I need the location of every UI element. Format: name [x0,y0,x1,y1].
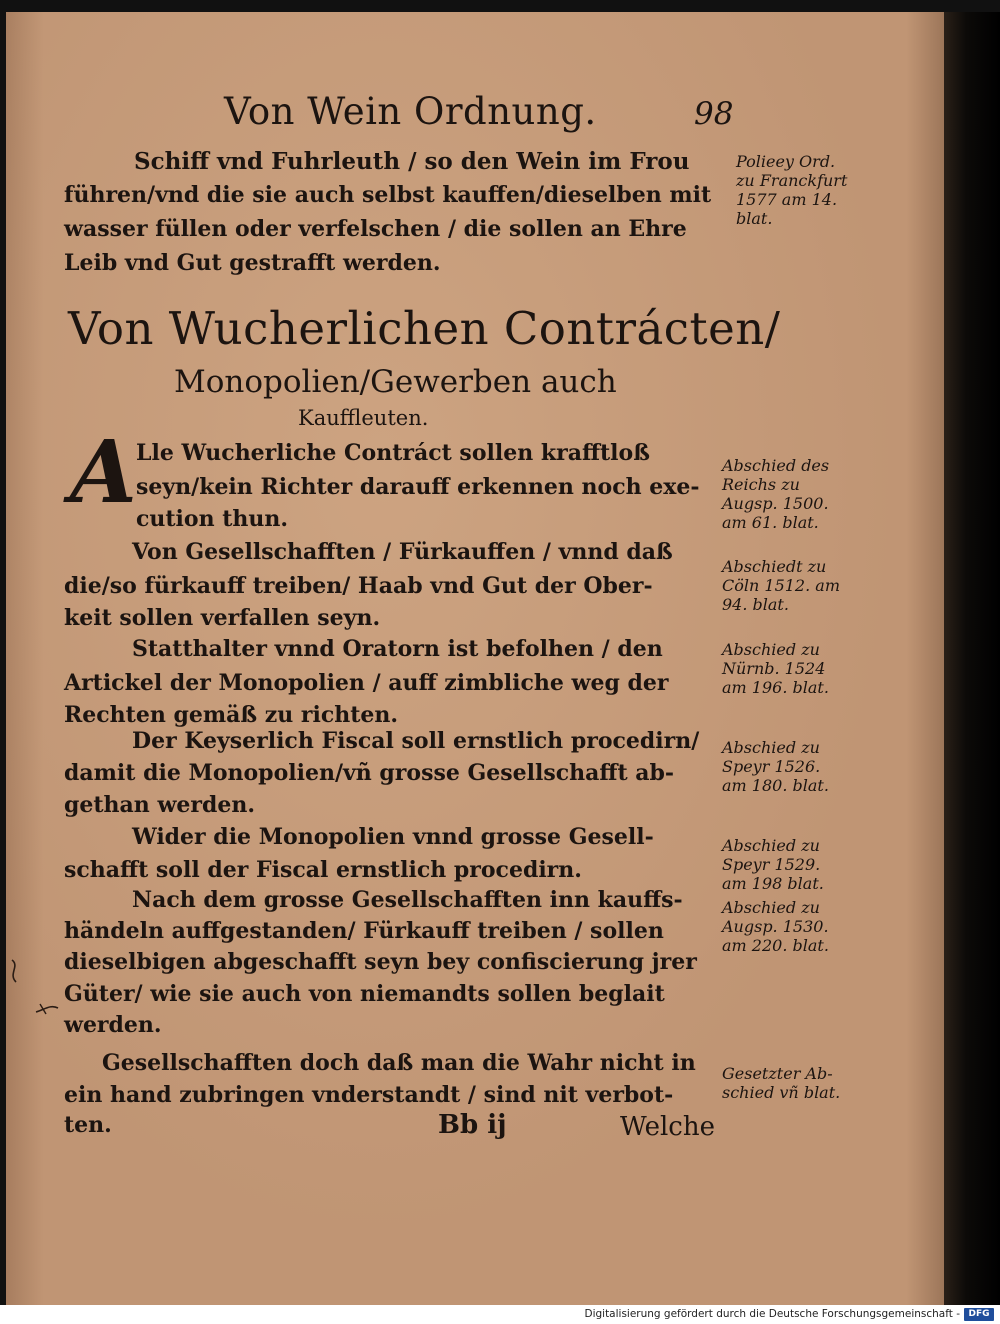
pen-mark [6,952,66,1032]
text-line: schafft soll der Fiscal ernstlich procedirn. [64,857,582,883]
catchword: Welche [620,1112,715,1142]
margin-note: Abschied zu Speyr 1526. am 180. blat. [722,738,829,795]
text-line: Rechten gemäß zu richten. [64,702,399,728]
text-line: damit die Monopolien/vñ grosse Gesellschafft ab- [64,760,675,786]
text-line: Güter/ wie sie auch von niemandts sollen beglait [64,981,665,1007]
text-line: Von Gesellschafften / Fürkauffen / vnnd daß [132,539,673,565]
margin-note: Abschiedt zu Cöln 1512. am 94. blat. [722,557,840,614]
text-line: Statthalter vnnd Oratorn ist befolhen / den [132,636,663,662]
text-line: cution thun. [136,506,289,532]
text-line: Wider die Monopolien vnnd grosse Gesell- [132,824,654,850]
footer-bar [0,1305,1000,1324]
text-line: werden. [64,1012,162,1038]
text-line: wasser füllen oder verfelschen / die sollen an Ehre [64,216,687,242]
text-line: seyn/kein Richter darauff erkennen noch exe- [136,474,700,500]
margin-note: Polieey Ord. zu Franckfurt 1577 am 14. blat. [736,152,848,228]
text-line: ein hand zubringen vnderstandt / sind nit verbot- [64,1082,674,1108]
signature-mark: Bb ij [438,1110,507,1140]
margin-note: Abschied zu Speyr 1529. am 198 blat. [722,836,824,893]
page-number: 98 [694,96,734,132]
margin-note: Abschied zu Augsp. 1530. am 220. blat. [722,898,829,955]
drop-cap: A [70,422,137,523]
text-line: Lle Wucherliche Contráct sollen krafftloß [136,440,650,466]
running-header-title: Von Wein Ordnung. [224,90,597,133]
text-line: Der Keyserlich Fiscal soll ernstlich procedirn/ [132,728,700,754]
section-heading-line-1: Von Wucherlichen Contrácten/ [68,302,781,355]
text-line: Gesellschafften doch daß man die Wahr nicht in [102,1050,696,1076]
text-line: keit sollen verfallen seyn. [64,605,381,631]
section-heading-line-3: Kauffleuten. [298,406,429,430]
text-line: Artickel der Monopolien / auff zimbliche weg der [64,670,669,696]
text-line: führen/vnd die sie auch selbst kauffen/dieselben mit [64,182,712,208]
text-line: gethan werden. [64,792,256,818]
text-line: Nach dem grosse Gesellschafften inn kauffs- [132,887,683,913]
text-line: Leib vnd Gut gestrafft werden. [64,250,441,276]
dfg-logo: DFG [964,1308,994,1321]
book-page [6,12,944,1305]
section-heading-line-2: Monopolien/Gewerben auch [174,364,617,400]
margin-note: Abschied des Reichs zu Augsp. 1500. am 61. blat. [722,456,830,532]
text-line: händeln auffgestanden/ Fürkauff treiben / sollen [64,918,664,944]
text-line: die/so fürkauff treiben/ Haab vnd Gut der Ober- [64,573,653,599]
margin-note: Gesetzter Ab- schied vñ blat. [722,1064,841,1102]
text-line: dieselbigen abgeschafft seyn bey confiscierung jrer [64,949,697,975]
text-line: ten. [64,1112,112,1138]
book-edge [944,12,1000,1305]
footer-credit: Digitalisierung gefördert durch die Deutsche Forschungsgemeinschaft - [584,1308,960,1320]
text-line: Schiff vnd Fuhrleuth / so den Wein im Frou [134,148,690,175]
margin-note: Abschied zu Nürnb. 1524 am 196. blat. [722,640,829,697]
